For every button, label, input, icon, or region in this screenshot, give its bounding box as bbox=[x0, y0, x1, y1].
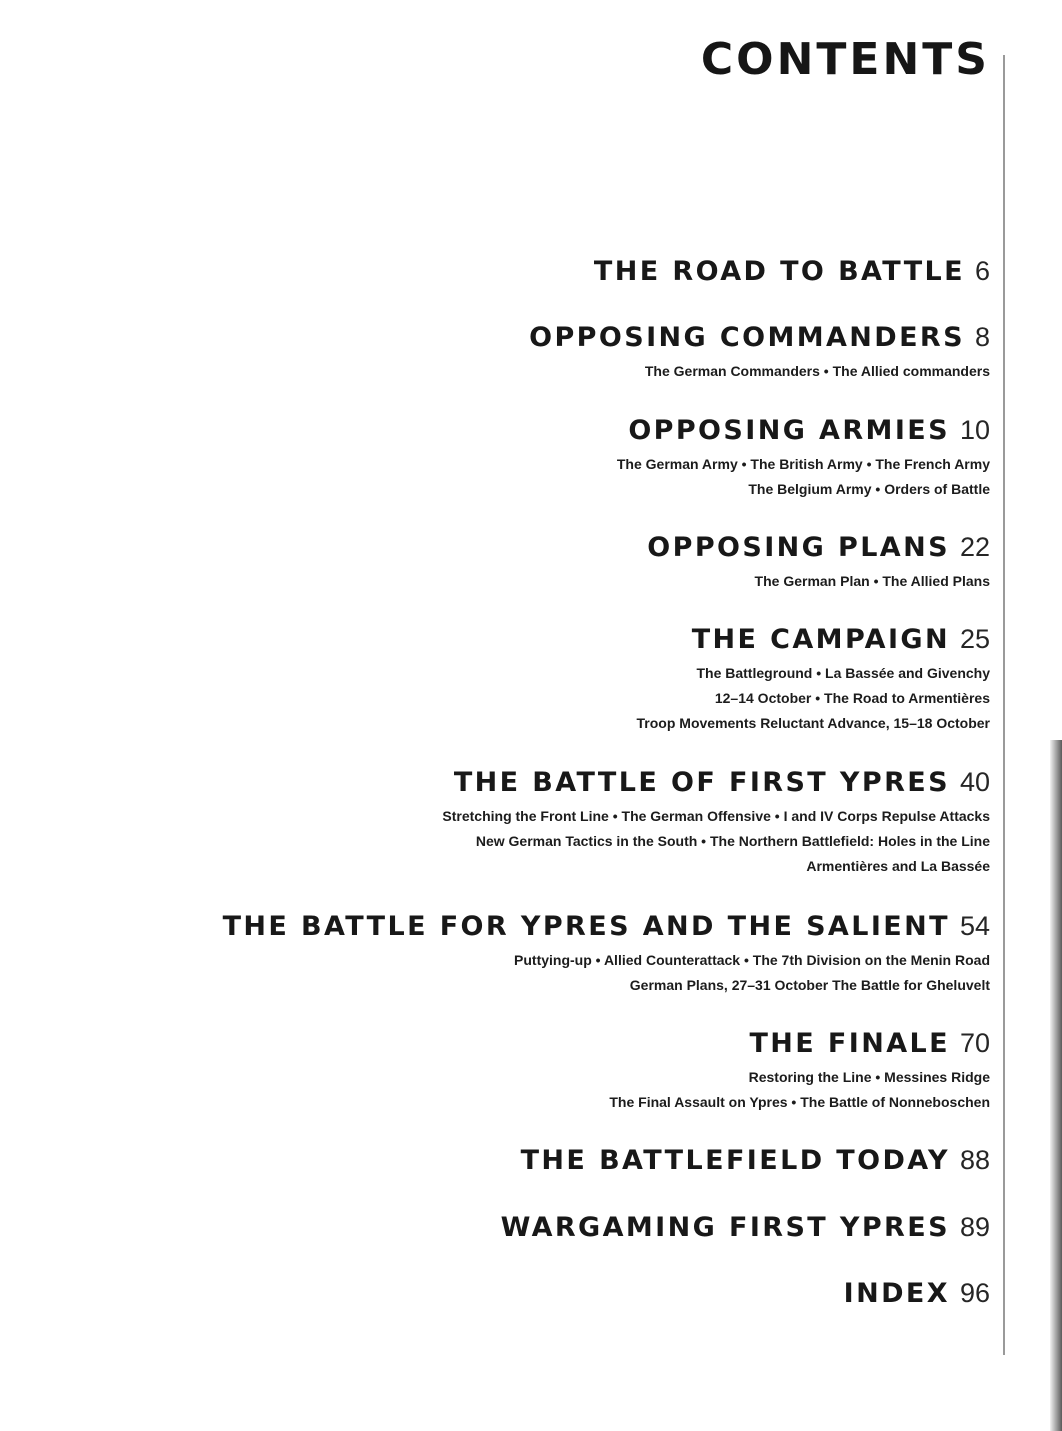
toc-entry-head bbox=[647, 534, 990, 561]
toc-subentry-line: Stretching the Front Line • The German Offensive • I and IV Corps Repulse Attacks bbox=[442, 808, 990, 824]
toc-subentry-line: Troop Movements Reluctant Advance, 15–18 October bbox=[636, 715, 990, 731]
toc-entry-head bbox=[223, 913, 990, 940]
toc-subentry-line: German Plans, 27–31 October The Battle for Gheluvelt bbox=[629, 977, 990, 993]
toc-heading: THE CAMPAIGN bbox=[691, 624, 950, 655]
toc-entry-head bbox=[521, 1147, 990, 1174]
toc-entry-wargaming-first-ypres bbox=[501, 1214, 990, 1241]
toc-page-number: 22 bbox=[959, 532, 990, 562]
toc-heading: THE BATTLE OF FIRST YPRES bbox=[453, 767, 950, 798]
toc-subentry-line: New German Tactics in the South • The Northern Battlefield: Holes in the Line bbox=[475, 833, 990, 849]
toc-entry-opposing-plans bbox=[647, 534, 990, 594]
toc-page-number: 10 bbox=[959, 415, 990, 445]
toc-subentry-line: The Battleground • La Bassée and Givenchy bbox=[696, 665, 990, 681]
toc-subentries bbox=[647, 569, 990, 594]
toc-entry-head bbox=[501, 1214, 990, 1241]
toc-page-number: 70 bbox=[959, 1028, 990, 1058]
toc-page-number: 8 bbox=[974, 322, 990, 352]
toc-subentries bbox=[529, 359, 990, 384]
toc-entry-head bbox=[442, 769, 990, 796]
toc-entry-road-to-battle bbox=[594, 258, 990, 285]
toc-subentry-line: Puttying-up • Allied Counterattack • The 7th Division on the Menin Road bbox=[514, 952, 990, 968]
toc-page-number: 6 bbox=[974, 256, 990, 286]
toc-subentries bbox=[617, 452, 990, 502]
toc-heading: OPPOSING PLANS bbox=[647, 532, 950, 563]
toc-page-number: 40 bbox=[959, 767, 990, 797]
toc-entry-opposing-commanders bbox=[529, 324, 990, 384]
toc-entry-head bbox=[844, 1280, 990, 1307]
toc-page-number: 96 bbox=[959, 1278, 990, 1308]
toc-subentry-line: 12–14 October • The Road to Armentières bbox=[714, 690, 990, 706]
toc-subentry-line: The Final Assault on Ypres • The Battle of Nonneboschen bbox=[609, 1094, 990, 1110]
toc-heading: WARGAMING FIRST YPRES bbox=[500, 1212, 950, 1243]
toc-subentries bbox=[609, 1065, 990, 1115]
toc-subentry-line: Armentières and La Bassée bbox=[806, 858, 990, 874]
toc-entry-head bbox=[594, 258, 990, 285]
toc-entry-head bbox=[617, 417, 990, 444]
toc-subentry-line: The Belgium Army • Orders of Battle bbox=[748, 481, 990, 497]
toc-page-number: 25 bbox=[959, 624, 990, 654]
toc-entry-head bbox=[609, 1030, 990, 1057]
toc-entry-battlefield-today bbox=[521, 1147, 990, 1174]
toc-entry-opposing-armies bbox=[617, 417, 990, 502]
toc-page-number: 54 bbox=[959, 911, 990, 941]
toc-heading: INDEX bbox=[843, 1278, 950, 1309]
toc-heading: THE BATTLE FOR YPRES AND THE SALIENT bbox=[222, 911, 950, 942]
toc-page-number: 89 bbox=[959, 1212, 990, 1242]
toc-subentry-line: The German Commanders • The Allied commanders bbox=[644, 363, 990, 379]
toc-subentry-line: Restoring the Line • Messines Ridge bbox=[748, 1069, 990, 1085]
toc-heading: THE BATTLEFIELD TODAY bbox=[520, 1145, 950, 1176]
toc-heading: OPPOSING ARMIES bbox=[628, 415, 950, 446]
page-margin-rule bbox=[1003, 55, 1005, 1355]
toc-heading: OPPOSING COMMANDERS bbox=[529, 322, 965, 353]
toc-entry-head bbox=[637, 626, 990, 653]
toc-subentries bbox=[223, 948, 990, 998]
toc-subentry-line: The German Plan • The Allied Plans bbox=[754, 573, 990, 589]
page-edge-shadow bbox=[1050, 740, 1062, 1431]
toc-entry-head bbox=[529, 324, 990, 351]
toc-subentries bbox=[442, 804, 990, 879]
toc-entry-battle-for-ypres-and-salient bbox=[223, 913, 990, 998]
toc-heading: THE ROAD TO BATTLE bbox=[593, 256, 965, 287]
toc-subentry-line: The German Army • The British Army • The French Army bbox=[616, 456, 990, 472]
toc-heading: THE FINALE bbox=[749, 1028, 950, 1059]
toc-entry-index bbox=[844, 1280, 990, 1307]
page-title: CONTENTS bbox=[700, 34, 990, 85]
toc-entry-battle-of-first-ypres bbox=[442, 769, 990, 879]
toc-entry-the-finale bbox=[609, 1030, 990, 1115]
toc-entry-the-campaign bbox=[637, 626, 990, 736]
toc-subentries bbox=[637, 661, 990, 736]
toc-page-number: 88 bbox=[959, 1145, 990, 1175]
